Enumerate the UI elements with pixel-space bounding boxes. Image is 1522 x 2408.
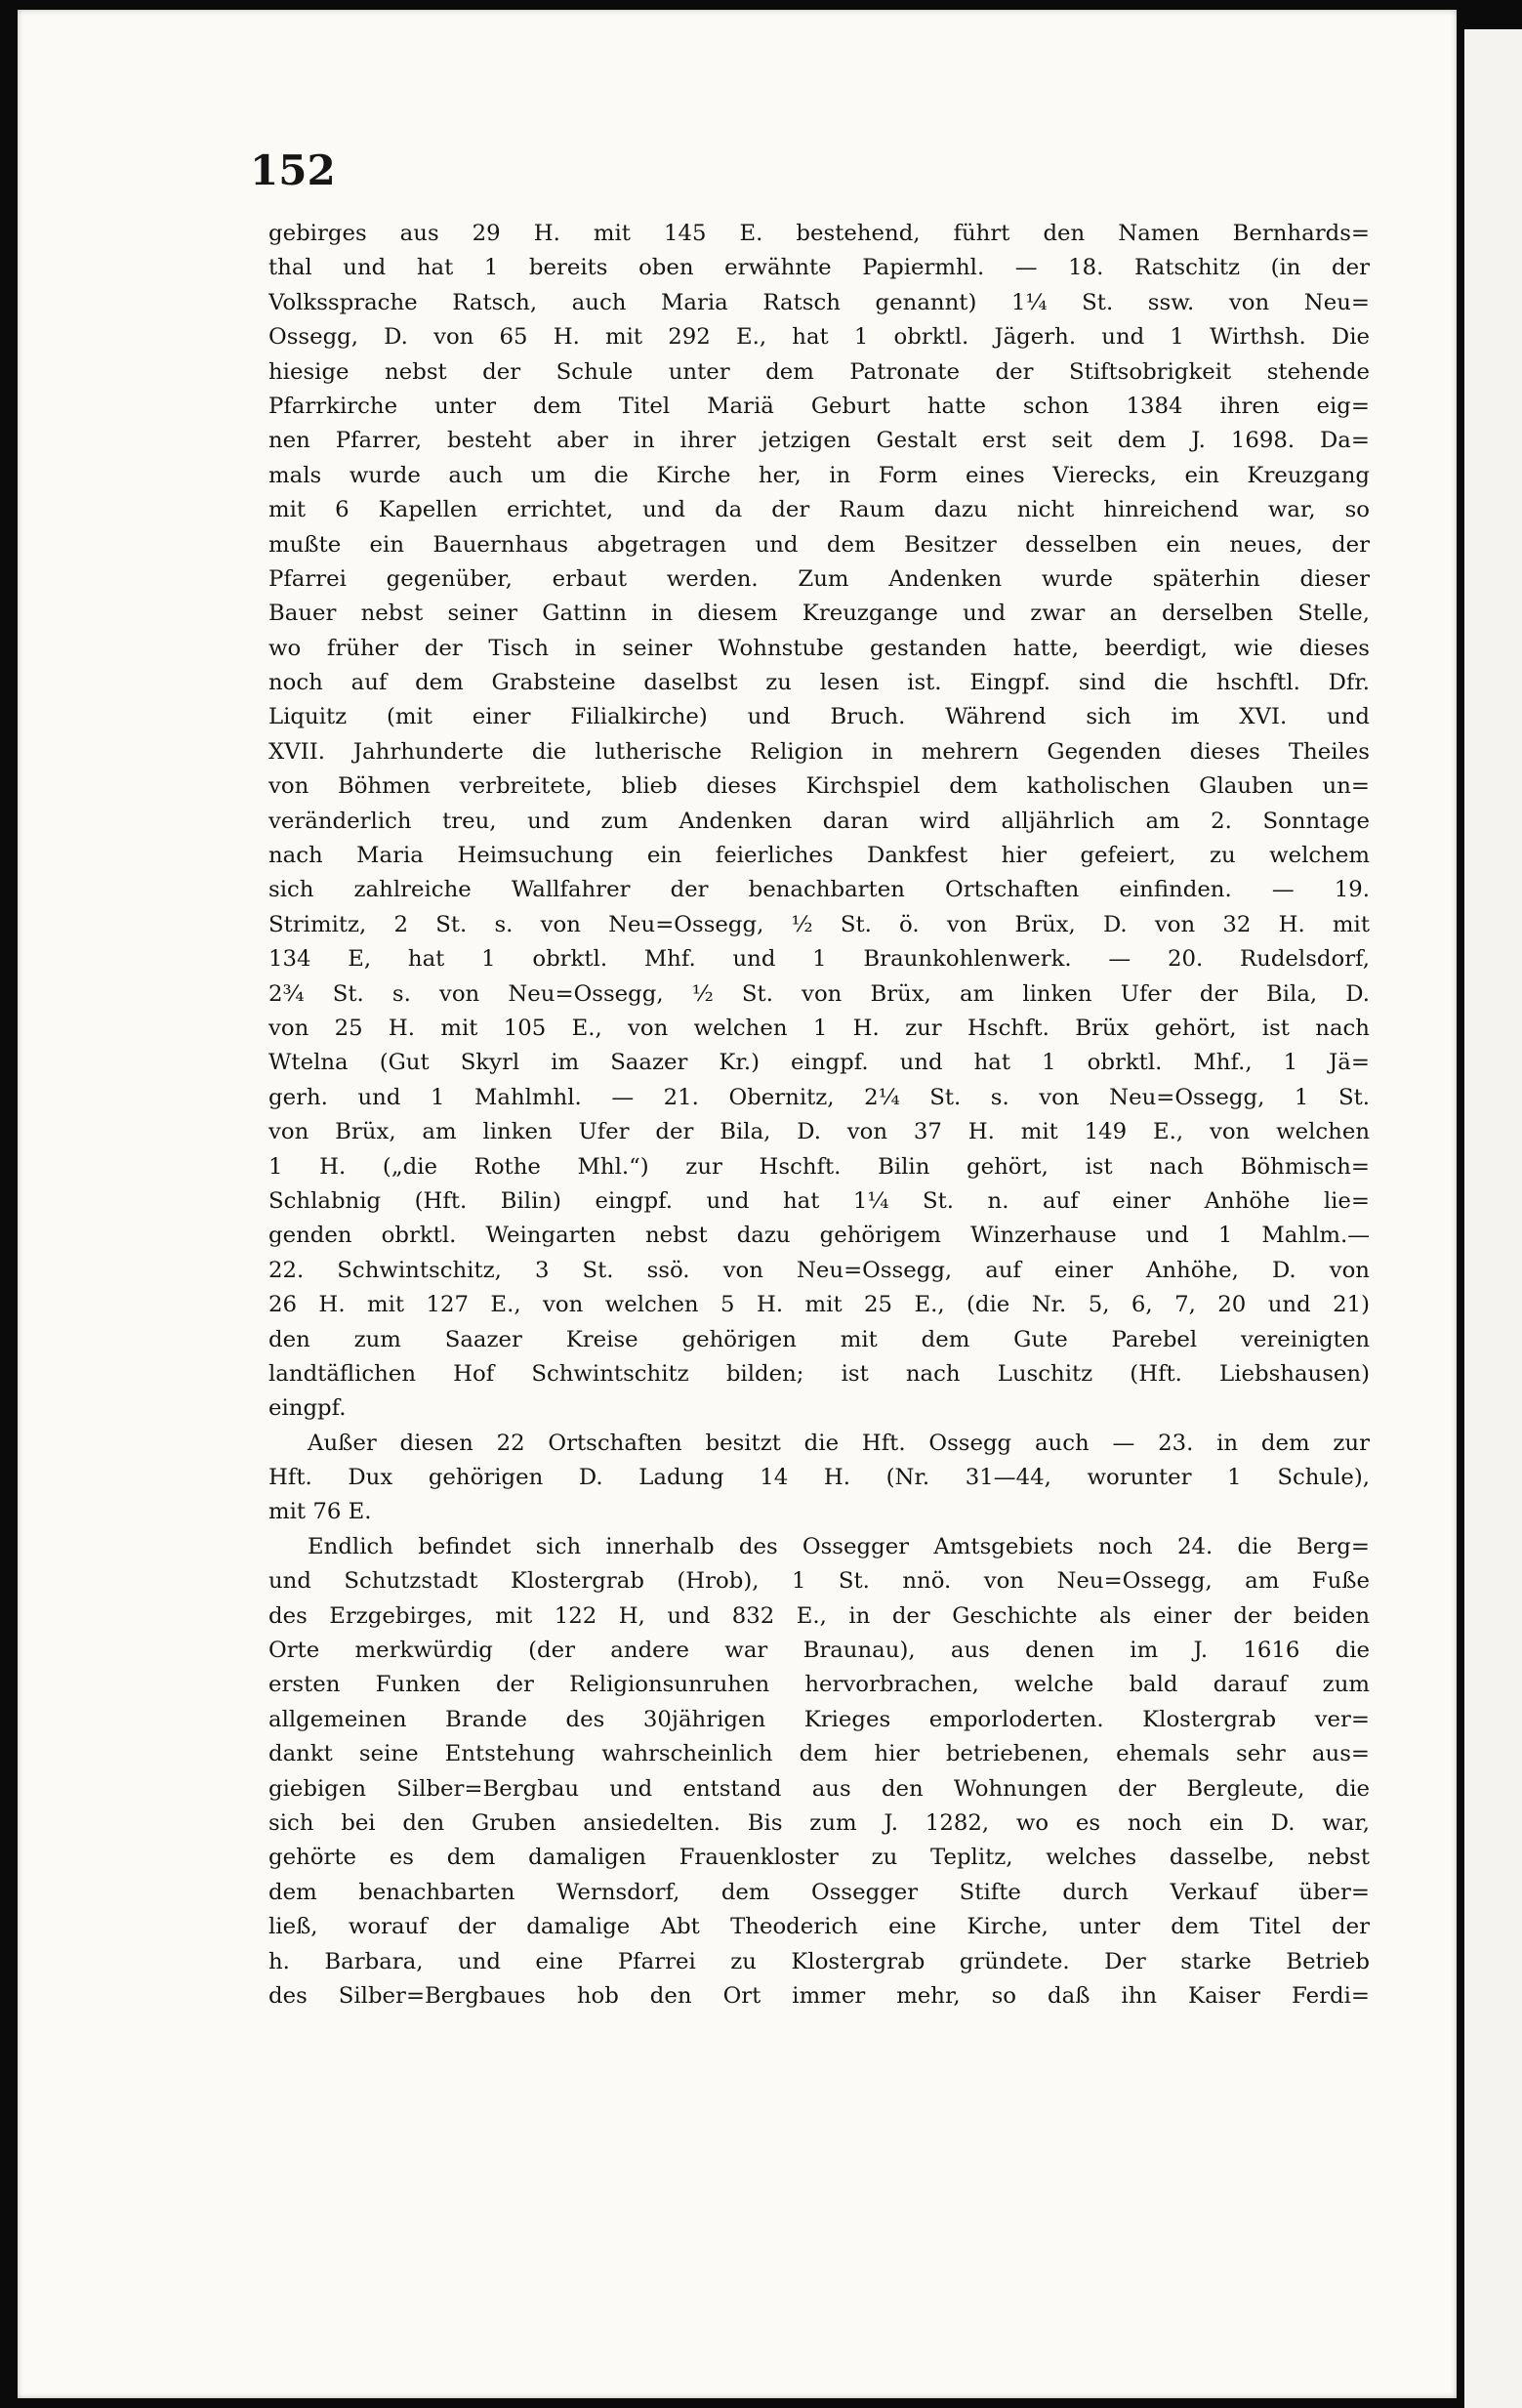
text-line: Volkssprache Ratsch, auch Maria Ratsch genannt) 1¼ St. ssw. von Neu=	[268, 289, 1370, 315]
text-line: h. Barbara, und eine Pfarrei zu Klostergrab gründete. Der starke Betrieb	[268, 1948, 1370, 1974]
text-line: mit 6 Kapellen errichtet, und da der Raum dazu nicht hinreichend war, so	[268, 497, 1370, 523]
text-line: nen Pfarrer, besteht aber in ihrer jetzigen Gestalt erst seit dem J. 1698. Da=	[268, 428, 1370, 454]
text-line: Hft. Dux gehörigen D. Ladung 14 H. (Nr. 31—44, worunter 1 Schule),	[268, 1465, 1370, 1491]
text-line: gerh. und 1 Mahlmhl. — 21. Obernitz, 2¼ St. s. von Neu=Ossegg, 1 St.	[268, 1084, 1370, 1110]
text-line: Endlich befindet sich innerhalb des Ossegger Amtsgebiets noch 24. die Berg=	[308, 1533, 1370, 1559]
page-number: 152	[250, 146, 336, 194]
text-line: ersten Funken der Religionsunruhen hervorbrachen, welche bald darauf zum	[268, 1672, 1370, 1698]
text-line: Pfarrei gegenüber, erbaut werden. Zum Andenken wurde späterhin dieser	[268, 565, 1370, 592]
page-text	[268, 217, 1370, 2014]
text-line: XVII. Jahrhunderte die lutherische Religion in mehrern Gegenden dieses Theiles	[268, 738, 1370, 765]
text-line: und Schutzstadt Klostergrab (Hrob), 1 St. nnö. von Neu=Ossegg, am Fuße	[268, 1568, 1370, 1595]
text-line: gebirges aus 29 H. mit 145 E. bestehend, führt den Namen Bernhards=	[268, 221, 1370, 246]
text-line: 26 H. mit 127 E., von welchen 5 H. mit 25 E., (die Nr. 5, 6, 7, 20 und 21)	[268, 1292, 1370, 1318]
text-line: des Silber=Bergbaues hob den Ort immer mehr, so daß ihn Kaiser Ferdi=	[268, 1982, 1370, 2009]
text-line: Außer diesen 22 Ortschaften besitzt die Hft. Ossegg auch — 23. in dem zur	[308, 1430, 1370, 1456]
text-line: noch auf dem Grabsteine daselbst zu lesen ist. Eingpf. sind die hschftl. Dfr.	[268, 670, 1370, 696]
text-line: eingpf.	[268, 1395, 347, 1422]
text-line: Bauer nebst seiner Gattinn in diesem Kreuzgange und zwar an derselben Stelle,	[268, 601, 1370, 627]
text-line: Schlabnig (Hft. Bilin) eingpf. und hat 1¼ St. n. auf einer Anhöhe lie=	[268, 1187, 1370, 1214]
text-line: landtäflichen Hof Schwintschitz bilden; ist nach Luschitz (Hft. Liebshausen)	[268, 1360, 1370, 1387]
paragraph-1	[268, 217, 1370, 1427]
text-line: nach Maria Heimsuchung ein feierliches Dankfest hier gefeiert, zu welchem	[268, 843, 1370, 869]
paragraph-2	[268, 1427, 1370, 1530]
text-line: Strimitz, 2 St. s. von Neu=Ossegg, ½ St. ö. von Brüx, D. von 32 H. mit	[268, 911, 1370, 937]
text-line: von 25 H. mit 105 E., von welchen 1 H. zur Hschft. Brüx gehört, ist nach	[268, 1015, 1370, 1041]
text-line: von Brüx, am linken Ufer der Bila, D. von 37 H. mit 149 E., von welchen	[268, 1119, 1370, 1145]
text-line: Pfarrkirche unter dem Titel Mariä Geburt hatte schon 1384 ihren eig=	[268, 393, 1370, 419]
text-line: gehörte es dem damaligen Frauenkloster zu Teplitz, welches dasselbe, nebst	[268, 1845, 1370, 1871]
text-line: den zum Saazer Kreise gehörigen mit dem Gute Parebel vereinigten	[268, 1326, 1370, 1352]
text-line: allgemeinen Brande des 30jährigen Krieges emporloderten. Klostergrab ver=	[268, 1706, 1370, 1732]
text-line: sich zahlreiche Wallfahrer der benachbarten Ortschaften einfinden. — 19.	[268, 877, 1370, 903]
text-line: ließ, worauf der damalige Abt Theoderich eine Kirche, unter dem Titel der	[268, 1914, 1370, 1940]
text-line: 22. Schwintschitz, 3 St. ssö. von Neu=Ossegg, auf einer Anhöhe, D. von	[268, 1257, 1370, 1283]
text-line: veränderlich treu, und zum Andenken daran wird alljährlich am 2. Sonntage	[268, 808, 1370, 834]
text-line: thal und hat 1 bereits oben erwähnte Papiermhl. — 18. Ratschitz (in der	[268, 255, 1370, 281]
text-line: 134 E, hat 1 obrktl. Mhf. und 1 Braunkohlenwerk. — 20. Rudelsdorf,	[268, 946, 1370, 973]
text-line: giebigen Silber=Bergbau und entstand aus den Wohnungen der Bergleute, die	[268, 1775, 1370, 1802]
text-line: mals wurde auch um die Kirche her, in Form eines Vierecks, ein Kreuzgang	[268, 462, 1370, 488]
text-line: dem benachbarten Wernsdorf, dem Ossegger Stifte durch Verkauf über=	[268, 1879, 1370, 1905]
text-line: Liquitz (mit einer Filialkirche) und Bruch. Während sich im XVI. und	[268, 704, 1370, 730]
text-line: sich bei den Gruben ansiedelten. Bis zum J. 1282, wo es noch ein D. war,	[268, 1809, 1370, 1836]
text-line: Wtelna (Gut Skyrl im Saazer Kr.) eingpf. und hat 1 obrktl. Mhf., 1 Jä=	[268, 1050, 1370, 1076]
text-line: von Böhmen verbreitete, blieb dieses Kirchspiel dem katholischen Glauben un=	[268, 773, 1370, 800]
adjacent-page-edge	[1464, 29, 1522, 2408]
text-line: mußte ein Bauernhaus abgetragen und dem Besitzer desselben ein neues, der	[268, 531, 1370, 558]
text-line: mit 76 E.	[268, 1499, 372, 1525]
text-line: Orte merkwürdig (der andere war Braunau), aus denen im J. 1616 die	[268, 1638, 1370, 1664]
text-line: 1 H. („die Rothe Mhl.“) zur Hschft. Bilin gehört, ist nach Böhmisch=	[268, 1153, 1370, 1180]
text-line: genden obrktl. Weingarten nebst dazu gehörigem Winzerhause und 1 Mahlm.—	[268, 1223, 1370, 1249]
text-line: wo früher der Tisch in seiner Wohnstube gestanden hatte, beerdigt, wie dieses	[268, 635, 1370, 661]
text-line: Ossegg, D. von 65 H. mit 292 E., hat 1 obrktl. Jägerh. und 1 Wirthsh. Die	[268, 324, 1370, 351]
text-line: des Erzgebirges, mit 122 H, und 832 E., in der Geschichte als einer der beiden	[268, 1602, 1370, 1629]
text-line: hiesige nebst der Schule unter dem Patronate der Stiftsobrigkeit stehende	[268, 358, 1370, 385]
text-line: dankt seine Entstehung wahrscheinlich dem hier betriebenen, ehemals sehr aus=	[268, 1741, 1370, 1767]
text-line: 2¾ St. s. von Neu=Ossegg, ½ St. von Brüx, am linken Ufer der Bila, D.	[268, 980, 1370, 1007]
paragraph-3	[268, 1530, 1370, 2014]
